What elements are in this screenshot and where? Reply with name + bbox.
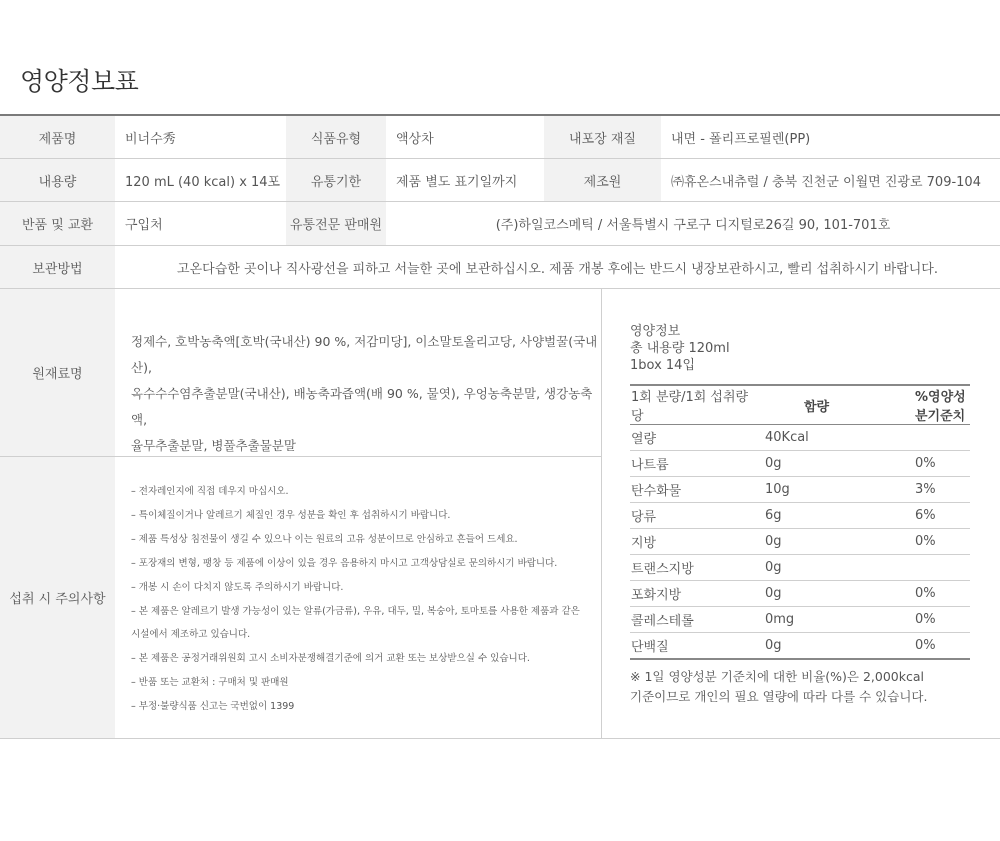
caution-item: – 반품 또는 교환처 : 구매처 및 판매원	[131, 677, 289, 689]
nutrition-heading: 영양정보	[630, 324, 681, 339]
nutrition-panel	[602, 289, 1000, 738]
ingredients-line: 정제수, 호박농축액[호박(국내산) 90 %, 저감미당], 이소말토올리고당, 사양벌꿀(국내산),	[131, 334, 598, 375]
nutrient-amount: 10g	[764, 477, 914, 503]
seller-label: 유통전문 판매원	[286, 202, 386, 245]
nutrient-name: 지방	[630, 529, 764, 555]
caution-item: – 개봉 시 손이 다치지 않도록 주의하시기 바랍니다.	[131, 581, 344, 593]
info-row	[0, 116, 1000, 159]
caution-item: – 특이체질이거나 알레르기 체질인 경우 성분을 확인 후 섭취하시기 바랍니다.	[131, 509, 451, 521]
packaging-value: 내면 - 폴리프로필렌(PP)	[671, 131, 811, 147]
cautions-list	[115, 457, 601, 738]
product-name-label: 제품명	[0, 116, 115, 158]
expiry-value: 제품 별도 표기일까지	[396, 174, 518, 190]
nutrition-row	[630, 633, 970, 660]
nutrition-total: 총 내용량 120ml	[630, 341, 730, 356]
nutrient-amount: 0g	[764, 451, 914, 477]
nutrient-amount: 6g	[764, 503, 914, 529]
caution-item: – 본 제품은 공정거래위원회 고시 소비자분쟁해결기준에 의거 교환 또는 보상받으실 수 있습니다.	[131, 653, 530, 665]
nutrient-name: 열량	[630, 425, 764, 451]
nutrient-dv: 0%	[915, 638, 936, 653]
caution-item: – 제품 특성상 침전물이 생길 수 있으나 이는 원료의 고유 성분이므로 안심하고 흔들어 드세요.	[131, 533, 518, 545]
volume-label: 내용량	[0, 159, 115, 201]
info-row	[0, 159, 1000, 202]
nutrient-name: 콜레스테롤	[630, 607, 764, 633]
nutrient-dv: 0%	[914, 607, 970, 633]
caution-item: – 부정·불량식품 신고는 국번없이 1399	[131, 701, 295, 713]
cautions-label: 섭취 시 주의사항	[0, 457, 115, 738]
page-title: 영양정보표	[20, 67, 139, 96]
seller-value: (주)하일코스메틱 / 서울특별시 구로구 디지털로26길 90, 101-701호	[495, 218, 891, 233]
packaging-label: 내포장 재질	[544, 116, 661, 158]
details-left-column	[0, 289, 602, 738]
caution-item: – 본 제품은 알레르기 발생 가능성이 있는 알류(가금류), 우유, 대두, 밀, 복숭아, 토마토를 사용한 제품과 같은	[131, 605, 580, 617]
col-amount-header: 함량	[764, 385, 914, 425]
nutrient-amount: 0g	[764, 581, 914, 607]
nutrition-row	[630, 425, 970, 451]
caution-item: – 포장재의 변형, 팽창 등 제품에 이상이 있을 경우 음용하지 마시고 고객상담실로 문의하시기 바랍니다.	[131, 557, 558, 569]
info-row	[0, 202, 1000, 246]
nutrient-name: 당류	[630, 503, 764, 529]
cautions-row	[0, 457, 601, 738]
product-info-table	[0, 114, 1000, 739]
nutrient-dv: 6%	[914, 503, 970, 529]
nutrient-dv: 0%	[914, 451, 970, 477]
nutrition-row	[630, 607, 970, 633]
return-label: 반품 및 교환	[0, 202, 115, 245]
nutrient-name: 나트륨	[630, 451, 764, 477]
nutrient-name: 탄수화물	[630, 477, 764, 503]
nutrient-amount: 40Kcal	[764, 425, 914, 451]
food-type-label: 식품유형	[286, 116, 386, 158]
nutrition-header-row	[630, 385, 970, 425]
caution-item: – 전자레인지에 직접 데우지 마십시오.	[131, 486, 289, 497]
info-row	[0, 246, 1000, 289]
volume-value: 120 mL (40 kcal) x 14포	[125, 174, 281, 190]
nutrient-name: 트랜스지방	[630, 555, 764, 581]
nutrition-serving: 1box 14입	[630, 358, 696, 373]
ingredients-row	[0, 289, 601, 457]
footnote-line: 기준이므로 개인의 필요 열량에 따라 다를 수 있습니다.	[630, 689, 928, 704]
return-value: 구입처	[125, 218, 163, 233]
nutrition-row	[630, 451, 970, 477]
ingredients-list	[115, 289, 601, 456]
nutrition-table	[630, 384, 970, 660]
ingredients-label: 원재료명	[0, 289, 115, 456]
expiry-label: 유통기한	[286, 159, 386, 201]
ingredients-line: 율무추출분말, 병풀추출물분말	[131, 438, 296, 453]
nutrition-row	[630, 477, 970, 503]
food-type-value: 액상차	[396, 131, 434, 147]
product-name-value: 비너수秀	[125, 131, 176, 147]
col-dv-header: %영양성분기준치	[914, 385, 970, 425]
storage-label: 보관방법	[0, 246, 115, 288]
caution-item: 시설에서 제조하고 있습니다.	[131, 629, 251, 641]
col-serving-header: 1회 분량/1회 섭취량 당	[630, 385, 764, 425]
nutrition-row	[630, 555, 970, 581]
nutrient-dv: 0%	[914, 529, 970, 555]
nutrient-dv: 3%	[914, 477, 970, 503]
storage-value: 고온다습한 곳이나 직사광선을 피하고 서늘한 곳에 보관하십시오. 제품 개봉 후에는 반드시 냉장보관하시고, 빨리 섭취하시기 바랍니다.	[177, 261, 938, 277]
nutrient-dv: 0%	[914, 581, 970, 607]
nutrient-name: 포화지방	[630, 581, 764, 607]
nutrient-dv	[914, 555, 970, 581]
footnote-line: ※ 1일 영양성분 기준치에 대한 비율(%)은 2,000kcal	[630, 669, 924, 684]
nutrient-amount: 0mg	[764, 607, 914, 633]
nutrient-amount: 0g	[764, 529, 914, 555]
nutrient-amount: 0g	[764, 555, 914, 581]
manufacturer-label: 제조원	[544, 159, 661, 201]
nutrient-amount: 0g	[765, 638, 782, 653]
ingredients-line: 옥수수수염추출분말(국내산), 배농축과즙액(배 90 %, 물엿), 우엉농축분말, 생강농축액,	[131, 386, 593, 427]
manufacturer-value: ㈜휴온스내츄럴 / 충북 진천군 이월면 진광로 709-104	[671, 174, 981, 190]
nutrition-row	[630, 581, 970, 607]
nutrient-name: 단백질	[631, 640, 669, 655]
nutrition-footnote	[630, 667, 970, 707]
details-section	[0, 289, 1000, 739]
nutrition-row	[630, 503, 970, 529]
nutrition-row	[630, 529, 970, 555]
nutrient-dv	[914, 425, 970, 451]
